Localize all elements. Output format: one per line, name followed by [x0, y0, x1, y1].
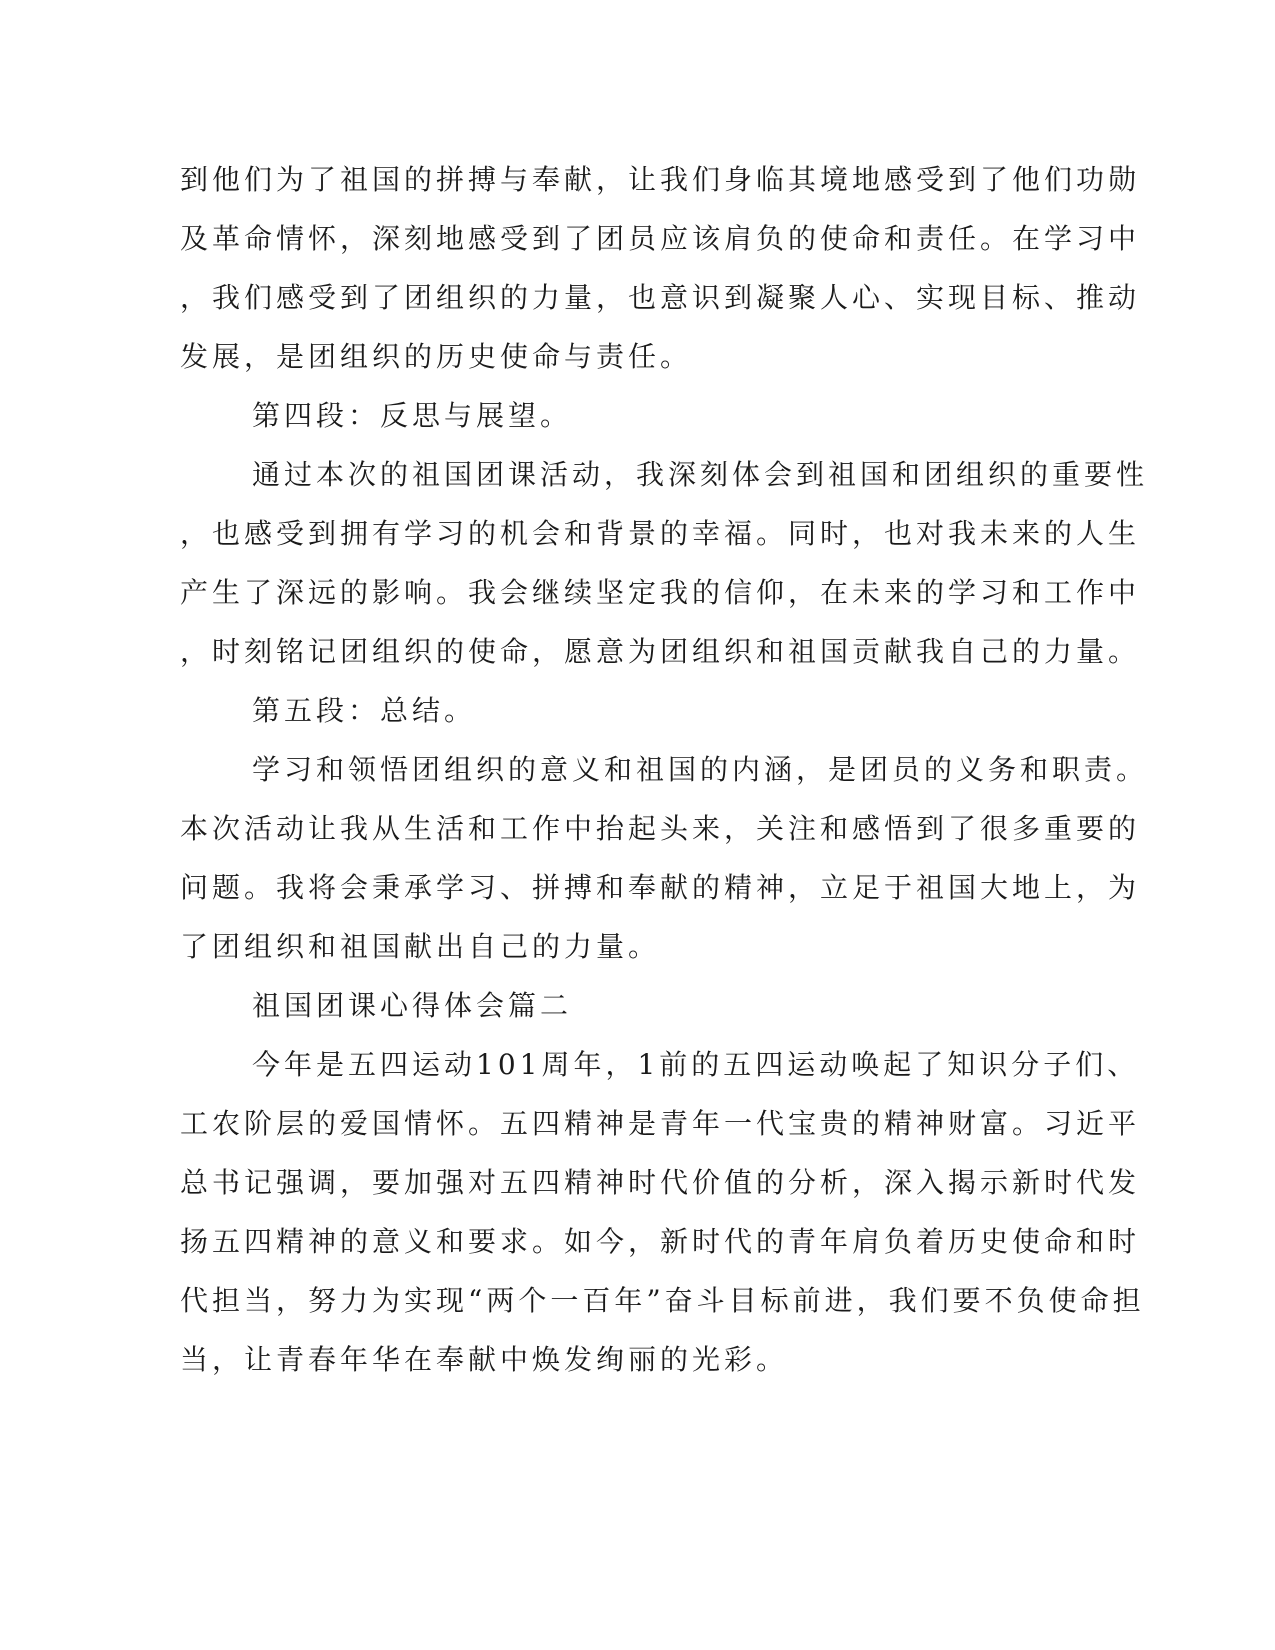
section-heading: 第四段：反思与展望。	[252, 399, 573, 432]
body-line: 本次活动让我从生活和工作中抬起头来，关注和感悟到了很多重要的	[180, 812, 1141, 845]
body-line: 扬五四精神的意义和要求。如今，新时代的青年肩负着历史使命和时	[180, 1225, 1141, 1258]
body-line: 今年是五四运动101周年，1前的五四运动唤起了知识分子们、	[252, 1048, 1140, 1081]
body-line: 产生了深远的影响。我会继续坚定我的信仰，在未来的学习和工作中	[180, 576, 1141, 609]
body-line: ，也感受到拥有学习的机会和背景的幸福。同时，也对我未来的人生	[180, 517, 1141, 550]
body-line: ，我们感受到了团组织的力量，也意识到凝聚人心、实现目标、推动	[180, 281, 1141, 314]
article-title: 祖国团课心得体会篇二	[252, 989, 573, 1022]
body-line: 发展，是团组织的历史使命与责任。	[180, 340, 693, 373]
body-line: 代担当，努力为实现“两个一百年”奋斗目标前进，我们要不负使命担	[180, 1284, 1145, 1317]
body-line: 总书记强调，要加强对五四精神时代价值的分析，深入揭示新时代发	[180, 1166, 1141, 1199]
body-line: 到他们为了祖国的拼搏与奉献，让我们身临其境地感受到了他们功勋	[180, 163, 1141, 196]
body-line: 了团组织和祖国献出自己的力量。	[180, 930, 661, 963]
body-line: 问题。我将会秉承学习、拼搏和奉献的精神，立足于祖国大地上，为	[180, 871, 1141, 904]
body-line: 通过本次的祖国团课活动，我深刻体会到祖国和团组织的重要性	[252, 458, 1149, 491]
body-line: 学习和领悟团组织的意义和祖国的内涵，是团员的义务和职责。	[252, 753, 1149, 786]
body-line: 工农阶层的爱国情怀。五四精神是青年一代宝贵的精神财富。习近平	[180, 1107, 1141, 1140]
body-line: 当，让青春年华在奉献中焕发绚丽的光彩。	[180, 1343, 789, 1376]
body-line: ，时刻铭记团组织的使命，愿意为团组织和祖国贡献我自己的力量。	[180, 635, 1141, 668]
body-line: 及革命情怀，深刻地感受到了团员应该肩负的使命和责任。在学习中	[180, 222, 1141, 255]
section-heading: 第五段：总结。	[252, 694, 477, 727]
